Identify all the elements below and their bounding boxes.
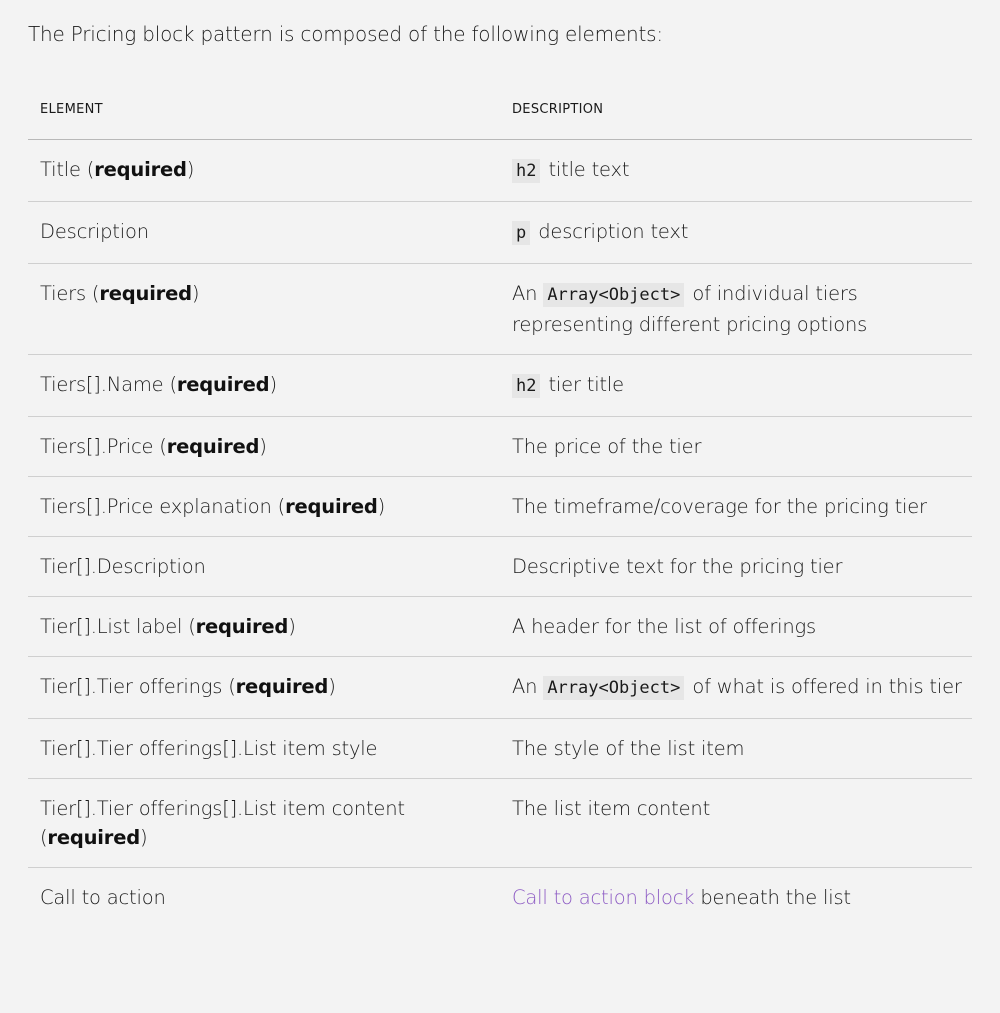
table-row (28, 477, 972, 537)
code-snippet: p (512, 221, 530, 245)
elements-table (28, 90, 972, 927)
call-to-action-block-link[interactable]: Call to action block (512, 886, 695, 909)
required-label: required (166, 435, 260, 458)
description-text: of individual tiers representing different pricing options (512, 282, 868, 336)
description-text: The timeframe/coverage for the pricing tier (512, 495, 927, 518)
description-cell (500, 492, 972, 521)
description-cell (500, 734, 972, 763)
element-cell (28, 883, 500, 912)
element-cell: Tiers[].Name (required) (40, 373, 277, 396)
description-cell (500, 794, 972, 852)
element-name: Tiers (40, 282, 86, 305)
code-snippet: h2 (512, 159, 540, 183)
table-row (28, 537, 972, 597)
element-cell: Tier[].List label (required) (40, 615, 296, 638)
table-row (28, 657, 972, 719)
required-label: required (176, 373, 270, 396)
element-cell: Tiers[].Price (required) (40, 435, 267, 458)
required-label: required (285, 495, 378, 518)
element-name: Call to action (40, 886, 166, 909)
table-header-row (28, 90, 972, 140)
description-text: The style of the list item (512, 737, 745, 760)
description-text: A header for the list of offerings (512, 615, 816, 638)
element-cell: Tier[].Tier offerings[].List item content (required) (40, 797, 405, 849)
element-cell (28, 552, 500, 581)
table-body (28, 140, 972, 927)
description-cell (500, 883, 972, 912)
table-row (28, 719, 972, 779)
element-name: Tier[].List label (40, 615, 183, 638)
element-cell: Tiers[].Price explanation (required) (40, 495, 386, 518)
element-name: Description (40, 220, 149, 243)
table-row (28, 417, 972, 477)
element-name: Title (40, 158, 81, 181)
column-header-element: ELEMENT (40, 102, 103, 117)
description-cell (500, 217, 972, 248)
element-name: Tier[].Tier offerings (40, 675, 223, 698)
table-row (28, 868, 972, 927)
description-text: The price of the tier (512, 435, 702, 458)
description-text: description text (538, 220, 689, 243)
code-snippet: Array<Object> (543, 283, 684, 307)
description-prefix: An (512, 675, 538, 698)
table-row (28, 264, 972, 355)
code-snippet: Array<Object> (543, 676, 684, 700)
description-cell (500, 672, 972, 703)
required-label: required (195, 615, 289, 638)
required-label: required (235, 675, 329, 698)
required-label: required (94, 158, 187, 181)
table-row (28, 779, 972, 868)
element-name: Tiers[].Name (40, 373, 164, 396)
element-name: Tier[].Description (40, 555, 206, 578)
description-cell (500, 370, 972, 401)
element-cell (28, 734, 500, 763)
code-snippet: h2 (512, 374, 540, 398)
description-cell (500, 155, 972, 186)
element-name: Tier[].Tier offerings[].List item content (40, 797, 405, 820)
table-row (28, 355, 972, 417)
column-header-description: DESCRIPTION (512, 102, 604, 117)
intro-text: The Pricing block pattern is composed of the following elements: (28, 22, 663, 46)
table-row (28, 140, 972, 202)
description-text: tier title (548, 373, 624, 396)
description-prefix: An (512, 282, 538, 305)
element-cell: Title (required) (40, 158, 195, 181)
description-text: title text (548, 158, 630, 181)
description-text: The list item content (512, 797, 711, 820)
table-row (28, 202, 972, 264)
element-cell (28, 217, 500, 248)
description-cell (500, 552, 972, 581)
description-cell (500, 279, 972, 339)
description-text: beneath the list (700, 886, 851, 909)
required-label: required (47, 826, 140, 849)
description-text: of what is offered in this tier (692, 675, 962, 698)
description-cell (500, 432, 972, 461)
element-cell: Tiers (required) (40, 282, 200, 305)
description-cell (500, 612, 972, 641)
required-label: required (99, 282, 192, 305)
description-text: Descriptive text for the pricing tier (512, 555, 843, 578)
element-name: Tier[].Tier offerings[].List item style (40, 737, 378, 760)
element-cell: Tier[].Tier offerings (required) (40, 675, 336, 698)
table-row (28, 597, 972, 657)
element-name: Tiers[].Price explanation (40, 495, 272, 518)
element-name: Tiers[].Price (40, 435, 154, 458)
